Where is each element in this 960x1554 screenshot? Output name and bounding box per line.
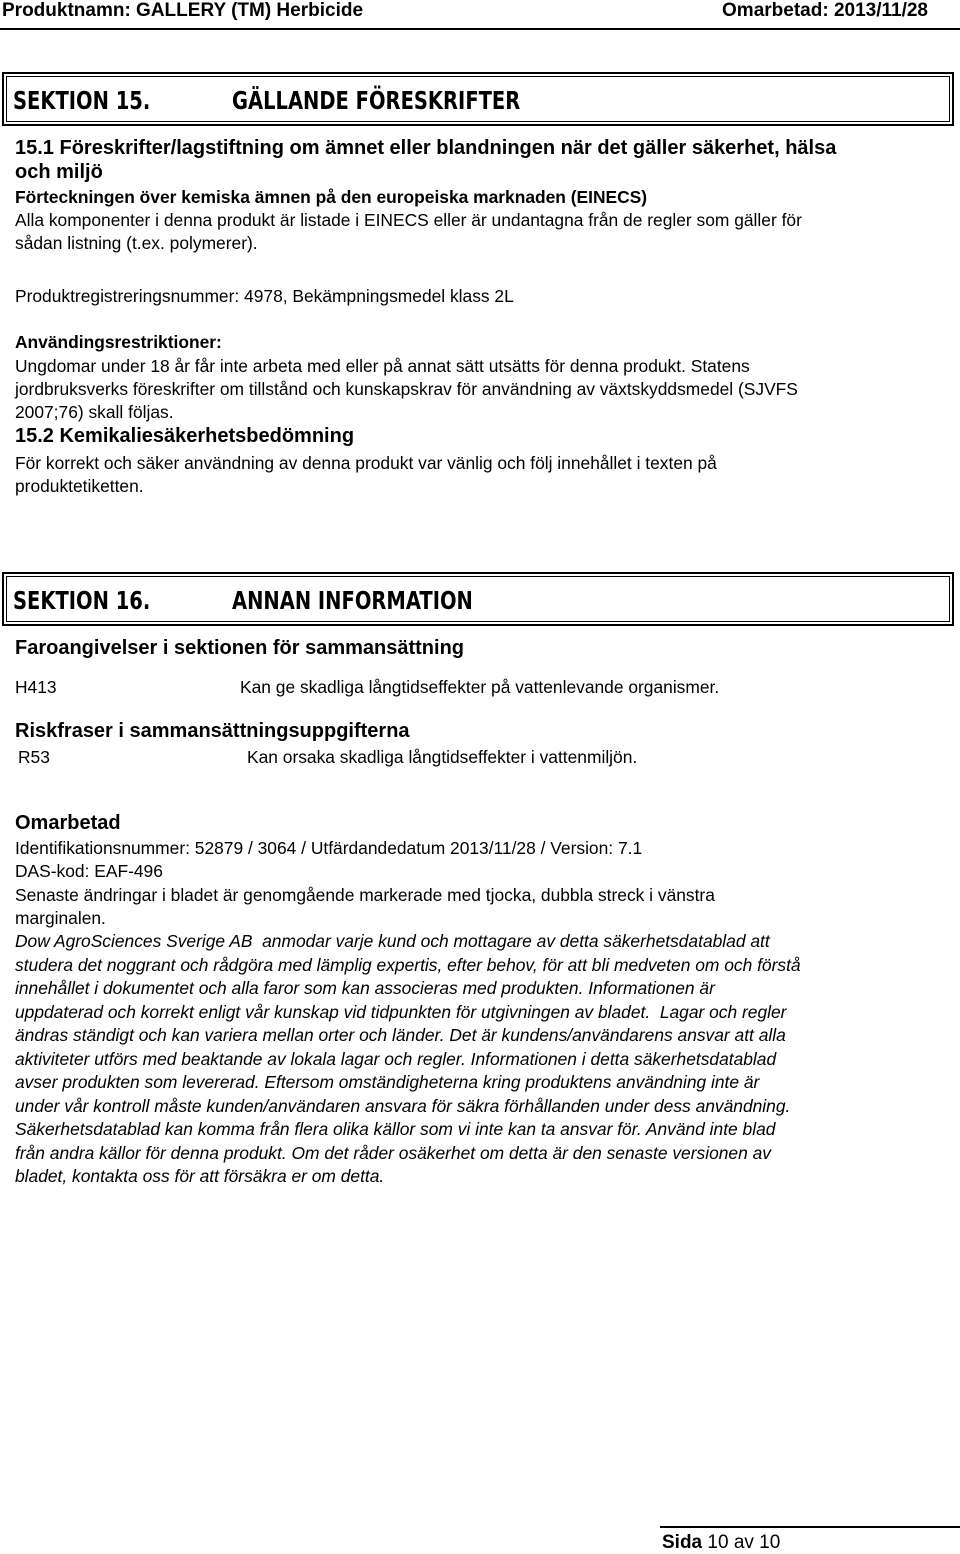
section-16-banner bbox=[2, 572, 954, 626]
einecs-text-line2: sådan listning (t.ex. polymerer). bbox=[15, 233, 258, 253]
disclaimer-line: Säkerhetsdatablad kan komma från flera olika källor som vi inte kan ta ansvar för. Använd inte blad bbox=[15, 1119, 776, 1139]
disclaimer-line: Dow AgroSciences Sverige AB anmodar varje kund och mottagare av detta säkerhetsdatablad att bbox=[15, 931, 770, 951]
section-15-title: GÄLLANDE FÖRESKRIFTER bbox=[232, 86, 521, 115]
subsection-15-2-heading: 15.2 Kemikaliesäkerhetsbedömning bbox=[15, 425, 355, 447]
identification-line: Identifikationsnummer: 52879 / 3064 / Utfärdandedatum 2013/11/28 / Version: 7.1 bbox=[15, 838, 643, 858]
hazard-statements-heading: Faroangivelser i sektionen för sammansättning bbox=[15, 637, 465, 659]
section-15-number: SEKTION 15. bbox=[13, 86, 151, 115]
disclaimer-line: från andra källor för denna produkt. Om det råder osäkerhet om detta är den senaste versionen av bbox=[15, 1142, 771, 1163]
registration-number: Produktregistreringsnummer: 4978, Bekämpningsmedel klass 2L bbox=[15, 286, 514, 306]
page-count: 10 av 10 bbox=[707, 1532, 781, 1553]
einecs-heading: Förteckningen över kemiska ämnen på den europeiska marknaden (EINECS) bbox=[15, 187, 648, 207]
restrictions-line3: 2007;76) skall följas. bbox=[15, 402, 174, 422]
header-revision-date: Omarbetad: 2013/11/28 bbox=[722, 0, 928, 21]
restrictions-heading: Användingsrestriktioner: bbox=[15, 332, 222, 352]
disclaimer-line: ändras ständigt och kan variera mellan orter och länder. Det är kundens/användarens ansvar att alla bbox=[15, 1025, 786, 1045]
page-number bbox=[662, 1532, 780, 1554]
risk-phrases-heading: Riskfraser i sammansättningsuppgifterna bbox=[15, 720, 410, 742]
disclaimer-line: uppdaterad och korrekt enligt vår kunskap vid tidpunkten för utgivningen av bladet. Lagar och regler bbox=[15, 1001, 787, 1022]
header-product-name: Produktnamn: GALLERY (TM) Herbicide bbox=[2, 0, 364, 21]
disclaimer-line: studera det noggrant och rådgöra med lämplig expertis, efter behov, för att bli medveten om och förstå bbox=[15, 954, 801, 975]
risk-code: R53 bbox=[18, 747, 50, 767]
hazard-text: Kan ge skadliga långtidseffekter på vattenlevande organismer. bbox=[240, 677, 720, 697]
header-rule bbox=[0, 28, 960, 30]
subsection-15-2-line2: produktetiketten. bbox=[15, 476, 144, 496]
subsection-15-1-heading-line1: 15.1 Föreskrifter/lagstiftning om ämnet eller blandningen när det gäller säkerhet, hälsa bbox=[15, 137, 837, 159]
restrictions-line1: Ungdomar under 18 år får inte arbeta med eller på annat sätt utsätts för denna produkt. Statens bbox=[15, 356, 750, 376]
footer-rule bbox=[660, 1526, 960, 1528]
section-16-title: ANNAN INFORMATION bbox=[232, 586, 473, 615]
disclaimer-line: aktiviteter utförs med beaktande av lokala lagar och regler. Informationen i detta säkerhetsdatablad bbox=[15, 1048, 777, 1069]
subsection-15-2-line1: För korrekt och säker användning av denna produkt var vänlig och följ innehållet i texten på bbox=[15, 453, 717, 473]
section-16-number: SEKTION 16. bbox=[13, 586, 151, 615]
subsection-15-1-heading-line2: och miljö bbox=[15, 161, 103, 183]
disclaimer-line: under vår kontroll måste kunden/användaren ansvara för säkra förhållanden under dess användning. bbox=[15, 1095, 791, 1116]
section-15-banner bbox=[2, 72, 954, 126]
changes-line1: Senaste ändringar i bladet är genomgående markerade med tjocka, dubbla streck i vänstra bbox=[15, 885, 715, 905]
changes-line2: marginalen. bbox=[15, 908, 106, 928]
disclaimer-line: avser produkten som levererad. Eftersom omständigheterna kring produktens användning inte är bbox=[15, 1072, 760, 1092]
restrictions-line2: jordbruksverks föreskrifter om tillstånd och kunskapskrav för användning av växtskyddsmedel (SJVFS bbox=[15, 379, 798, 399]
einecs-text-line1: Alla komponenter i denna produkt är listade i EINECS eller är undantagna från de regler som gäller för bbox=[15, 210, 802, 230]
revised-heading: Omarbetad bbox=[15, 812, 121, 834]
page-label: Sida bbox=[662, 1532, 703, 1553]
disclaimer-line: bladet, kontakta oss för att försäkra er om detta. bbox=[15, 1166, 385, 1186]
das-code-line: DAS-kod: EAF-496 bbox=[15, 861, 163, 881]
hazard-code: H413 bbox=[15, 677, 57, 697]
disclaimer-line: innehållet i dokumentet och alla faror som kan associeras med produkten. Informationen är bbox=[15, 978, 715, 998]
risk-text: Kan orsaka skadliga långtidseffekter i vattenmiljön. bbox=[247, 747, 638, 767]
